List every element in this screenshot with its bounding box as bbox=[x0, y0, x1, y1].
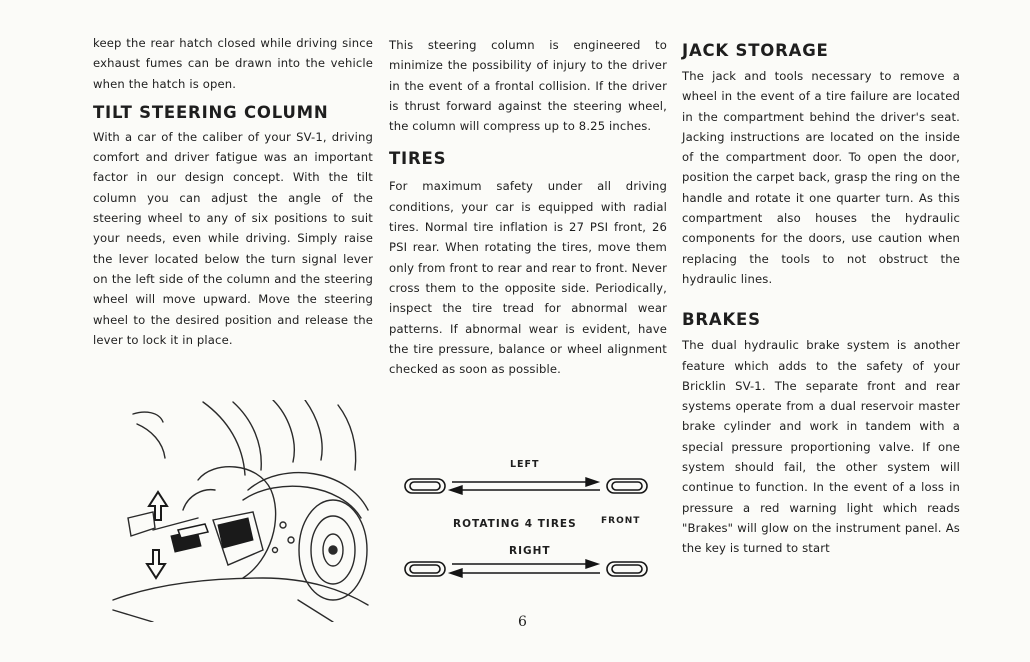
column-middle bbox=[389, 35, 667, 379]
page-number: 6 bbox=[518, 614, 527, 630]
jack-storage-heading: JACK STORAGE bbox=[682, 41, 829, 60]
rear-right-tire bbox=[607, 562, 647, 576]
arrow-right-icon bbox=[586, 560, 598, 568]
arrow-right-icon bbox=[586, 478, 598, 486]
arrow-left-icon bbox=[450, 486, 462, 494]
right-label: RIGHT bbox=[509, 545, 551, 557]
tires-paragraph: For maximum safety under all driving conditions, your car is equipped with radial tires. Normal tire inflation is 27 PSI front, 26 PSI rear. When rotating the tires, move them only from front to rear and rear to front. Never cross them to the opposite side. Periodically, inspect the tire tread for abnormal wear patterns. If abnormal wear is evident, have the tire pressure, balance or wheel alignment checked as soon as possible. bbox=[389, 179, 667, 377]
brakes-heading: BRAKES bbox=[682, 310, 761, 330]
arrow-left-icon bbox=[450, 569, 462, 577]
rotating-tires-label: ROTATING 4 TIRES bbox=[453, 518, 577, 530]
tilt-steering-paragraph: With a car of the caliber of your SV-1, driving comfort and driver fatigue was an important factor in our design concept. With the tilt column you can adjust the angle of the steering wheel to any of six positions to suit your needs, even while driving. Simply raise the lever located below the turn signal lever on the left side of the column and the steering wheel will move upward. Move the steering wheel to the desired position and release the lever to lock it in place. bbox=[93, 129, 373, 347]
column-left bbox=[93, 33, 373, 350]
tires-heading: TIRES bbox=[389, 149, 447, 169]
hatch-paragraph: keep the rear hatch closed while driving since exhaust fumes can be drawn into the vehicle when the hatch is open. bbox=[93, 36, 373, 91]
rear-left-tire bbox=[607, 479, 647, 493]
front-left-tire bbox=[405, 479, 445, 493]
left-label: LEFT bbox=[510, 459, 540, 470]
brakes-paragraph: The dual hydraulic brake system is another feature which adds to the safety of your Bricklin SV-1. The separate front and rear systems operate from a dual reservoir master brake cylinder and work in tandem with a special pressure proportioning valve. If one system should fail, the other system will continue to function. In the event of a loss in pressure a red warning light which reads "Brakes" will glow on the instrument panel. As the key is turned to start bbox=[682, 338, 960, 556]
front-label: FRONT bbox=[601, 516, 641, 526]
column-right bbox=[682, 40, 960, 559]
tilt-column-illustration bbox=[93, 400, 375, 622]
steering-safety-paragraph: This steering column is engineered to minimize the possibility of injury to the driver in the event of a frontal collision. If the driver is thrust forward against the steering wheel, the column will compress up to 8.25 inches. bbox=[389, 38, 667, 134]
jack-storage-paragraph: The jack and tools necessary to remove a wheel in the event of a tire failure are located in the compartment behind the driver's seat. Jacking instructions are located on the inside of the compartment door. To open the door, position the carpet back, grasp the ring on the handle and rotate it one quarter turn. As this compartment also houses the hydraulic components for the doors, use caution when replacing the tools to not obstruct the hydraulic lines. bbox=[682, 69, 960, 286]
front-right-tire bbox=[405, 562, 445, 576]
tilt-steering-heading: TILT STEERING COLUMN bbox=[93, 102, 329, 122]
